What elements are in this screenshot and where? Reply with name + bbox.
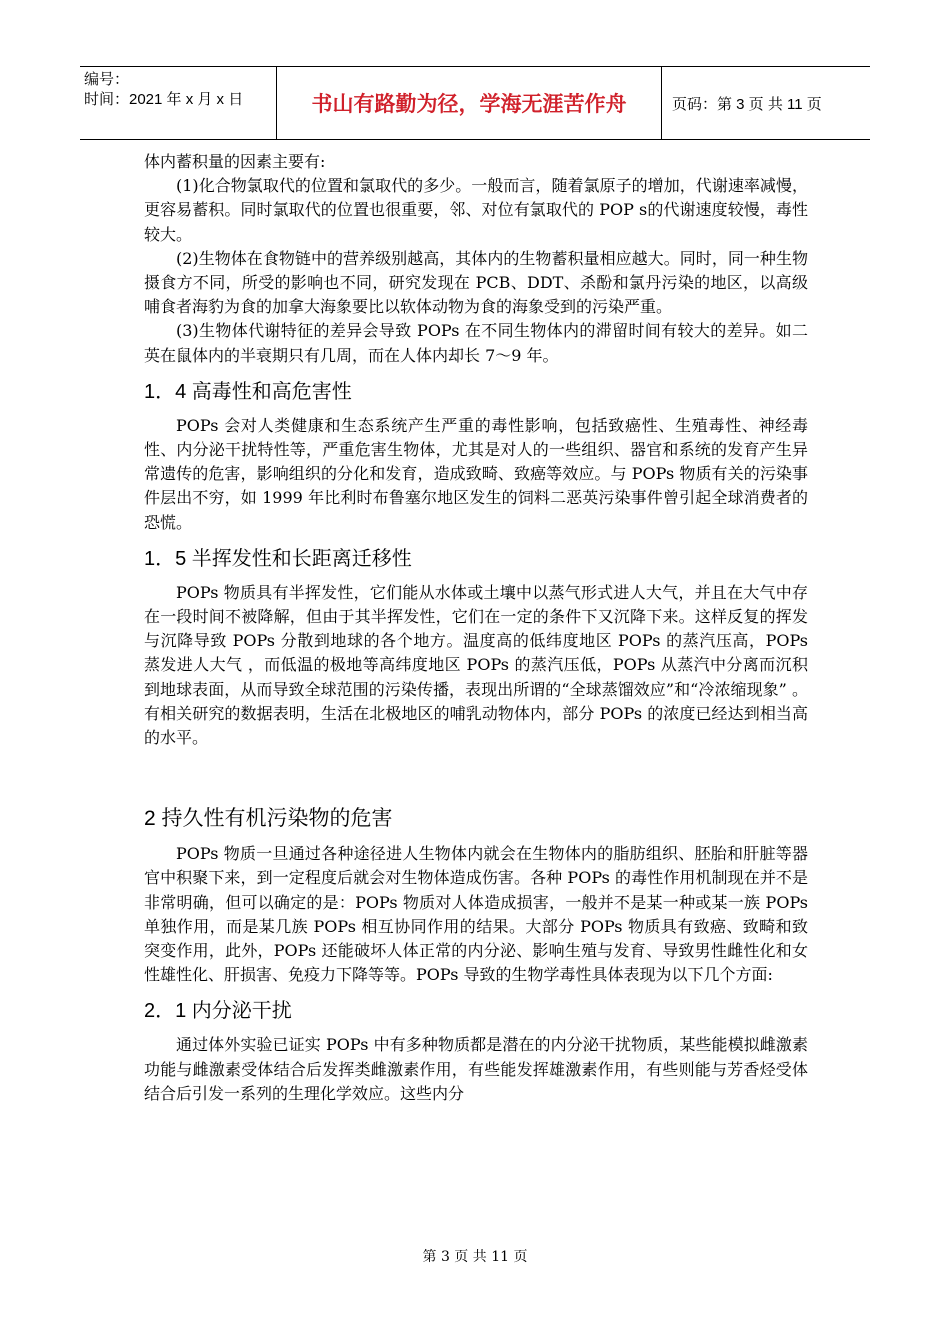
header-meta — [80, 67, 277, 139]
paragraph-1-4: POPs 会对人类健康和生态系统产生严重的毒性影响，包括致癌性、生殖毒性、神经毒性、内分泌干扰特性等，严重危害生物体，尤其是对人的一些组织、器官和系统的发育产生异常遗传的危害，影响组织的分化和发育，造成致畸、致癌等效应。与 POPs 物质有关的污染事件层出不穷，如 1999 年比利时布鲁塞尔地区发生的饲料二恶英污染事件曾引起全球消费者的恐慌。 — [144, 415, 808, 532]
page-footer: 第 3 页 共 11 页 — [422, 1249, 528, 1265]
paragraph-factor-2: (2)生物体在食物链中的营养级别越高，其体内的生物蓄积量相应越大。同时，同一种生物摄食方不同，所受的影响也不同，研究发现在 PCB、DDT、杀酚和氯丹污染的地区，以高级哺食者海豹为食的加拿大海象要比以软体动物为食的海象受到的污染严重。 — [144, 248, 808, 317]
header-motto: 书山有路勤为径，学海无涯苦作舟 — [277, 67, 662, 139]
document-date: 时间：2021 年 x 月 x 日 — [84, 91, 244, 108]
paragraph-2-1: 通过体外实验已证实 POPs 中有多种物质都是潜在的内分泌干扰物质，某些能模拟雌激素功能与雌激素受体结合后发挥类雌激素作用，有些能发挥雄激素作用，有些则能与芳香烃受体结合后引发一系列的生理化学效应。这些内分 — [144, 1035, 808, 1103]
paragraph-factor-3: (3)生物体代谢特征的差异会导致 POPs 在不同生物体内的滞留时间有较大的差异。如二英在鼠体内的半衰期只有几周，而在人体内却长 7～9 年。 — [144, 321, 808, 365]
header-page-info: 页码：第 3 页 共 11 页 — [672, 95, 822, 113]
heading-2-1: 2．1 内分泌干扰 — [144, 1000, 292, 1023]
heading-1-4: 1．4 高毒性和高危害性 — [144, 380, 352, 403]
page-header — [80, 66, 870, 140]
paragraph-intro: 体内蓄积量的因素主要有: — [144, 152, 326, 171]
heading-2: 2 持久性有机污染物的危害 — [144, 807, 393, 831]
paragraph-1-5: POPs 物质具有半挥发性，它们能从水体或土壤中以蒸气形式进人大气，并且在大气中存在一段时间不被降解，但由于其半挥发性，它们在一定的条件下又沉降下来。这样反复的挥发与沉降导致 POPs 分散到地球的各个地方。温度高的低纬度地区 POPs 的蒸汽压高，POPs 蒸发进人大气 ，而低温的极地等高纬度地区 POPs 的蒸汽压低，POPs 从蒸汽中分离而沉积到地球表面，从而导致全球范围的污染传播，表现出所谓的“全球蒸馏效应”和“冷浓缩现象” 。有相关研究的数据表明，生活在北极地区的哺乳动物体内，部分 POPs 的浓度已经达到相当高的水平。 — [144, 582, 808, 748]
paragraph-factor-1: (1)化合物氯取代的位置和氯取代的多少。一般而言，随着氯原子的增加，代谢速率减慢，更容易蓄积。同时氯取代的位置也很重要，邻、对位有氯取代的 POP s的代谢速度较慢，毒性较大。 — [144, 176, 808, 244]
heading-1-5: 1．5 半挥发性和长距离迁移性 — [144, 547, 412, 570]
document-body — [144, 150, 808, 1106]
paragraph-2: POPs 物质一旦通过各种途径进人生物体内就会在生物体内的脂肪组织、胚胎和肝脏等器官中积聚下来，到一定程度后就会对生物体造成伤害。各种 POPs 的毒性作用机制现在并不是非常明确，但可以确定的是：POPs 物质对人体造成损害，一般并不是某一种或某一族 POPs 单独作用，而是某几族 POPs 相互协同作用的结果。大部分 POPs 物质具有致癌、致畸和致突变作用，此外，POPs 还能破坏人体正常的内分泌、影响生殖与发育、导致男性雌性化和女性雄性化、肝损害、免疫力下降等等。POPs 导致的生物学毒性具体表现为以下几个方面: — [144, 844, 808, 985]
document-number-label: 编号： — [84, 71, 130, 88]
